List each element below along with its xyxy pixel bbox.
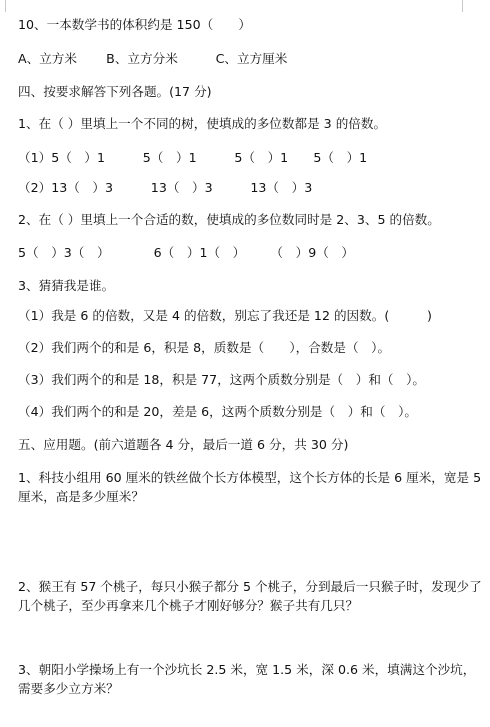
section-4-q1-stem: 1、在（ ）里填上一个不同的树，使填成的多位数都是 3 的倍数。 (18, 116, 387, 131)
section-4-q2-row: 5（ ）3（ ） 6（ ）1（ ） （ ）9（ ） (18, 245, 355, 260)
section-4-q2-stem: 2、在（ ）里填上一个合适的数，使填成的多位数同时是 2、3、5 的倍数。 (18, 212, 440, 227)
section-4-q1-row-2: （2）13（ ）3 13（ ）3 13（ ）3 (18, 180, 313, 195)
page-corner-mark-left (5, 0, 6, 12)
application-problem-3: 3、朝阳小学操场上有一个沙坑长 2.5 米，宽 1.5 米，深 0.6 米，填满这个沙坑，需要多少立方米？ (18, 662, 476, 696)
section-4-q3-stem: 3、猜猜我是谁。 (18, 278, 115, 293)
section-4-q1-row-1: （1）5（ ）1 5（ ）1 5（ ）1 5（ ）1 (18, 150, 368, 165)
section-4-q3-item-1: （1）我是 6 的倍数，又是 4 的倍数，别忘了我还是 12 的因数。( ) (18, 308, 432, 323)
question-10-options: A、立方米 B、立方分米 C、立方厘米 (18, 51, 288, 66)
section-4-heading: 四、按要求解答下列各题。(17 分) (18, 84, 212, 99)
page-corner-mark-right (462, 0, 463, 12)
section-4-q3-item-4: （4）我们两个的和是 20，差是 6，这两个质数分别是（ ）和（ ）。 (18, 404, 417, 419)
section-4-q3-item-2: （2）我们两个的和是 6，积是 8，质数是（ ），合数是（ ）。 (18, 340, 391, 355)
section-5-heading: 五、应用题。(前六道题各 4 分，最后一道 6 分，共 30 分) (18, 437, 349, 452)
application-problem-2: 2、猴王有 57 个桃子，每只小猴子都分 5 个桃子，分到最后一只猴子时，发现少了几个桃子，至少再拿来几个桃子才刚好够分？猴子共有几只？ (18, 579, 482, 613)
application-problem-1: 1、科技小组用 60 厘米的铁丝做个长方体模型，这个长方体的长是 6 厘米，宽是 5 厘米，高是多少厘米？ (18, 470, 486, 504)
section-4-q3-item-3: （3）我们两个的和是 18，积是 77，这两个质数分别是（ ）和（ ）。 (18, 372, 425, 387)
question-10-stem: 10、一本数学书的体积约是 150（ ） (18, 17, 251, 32)
